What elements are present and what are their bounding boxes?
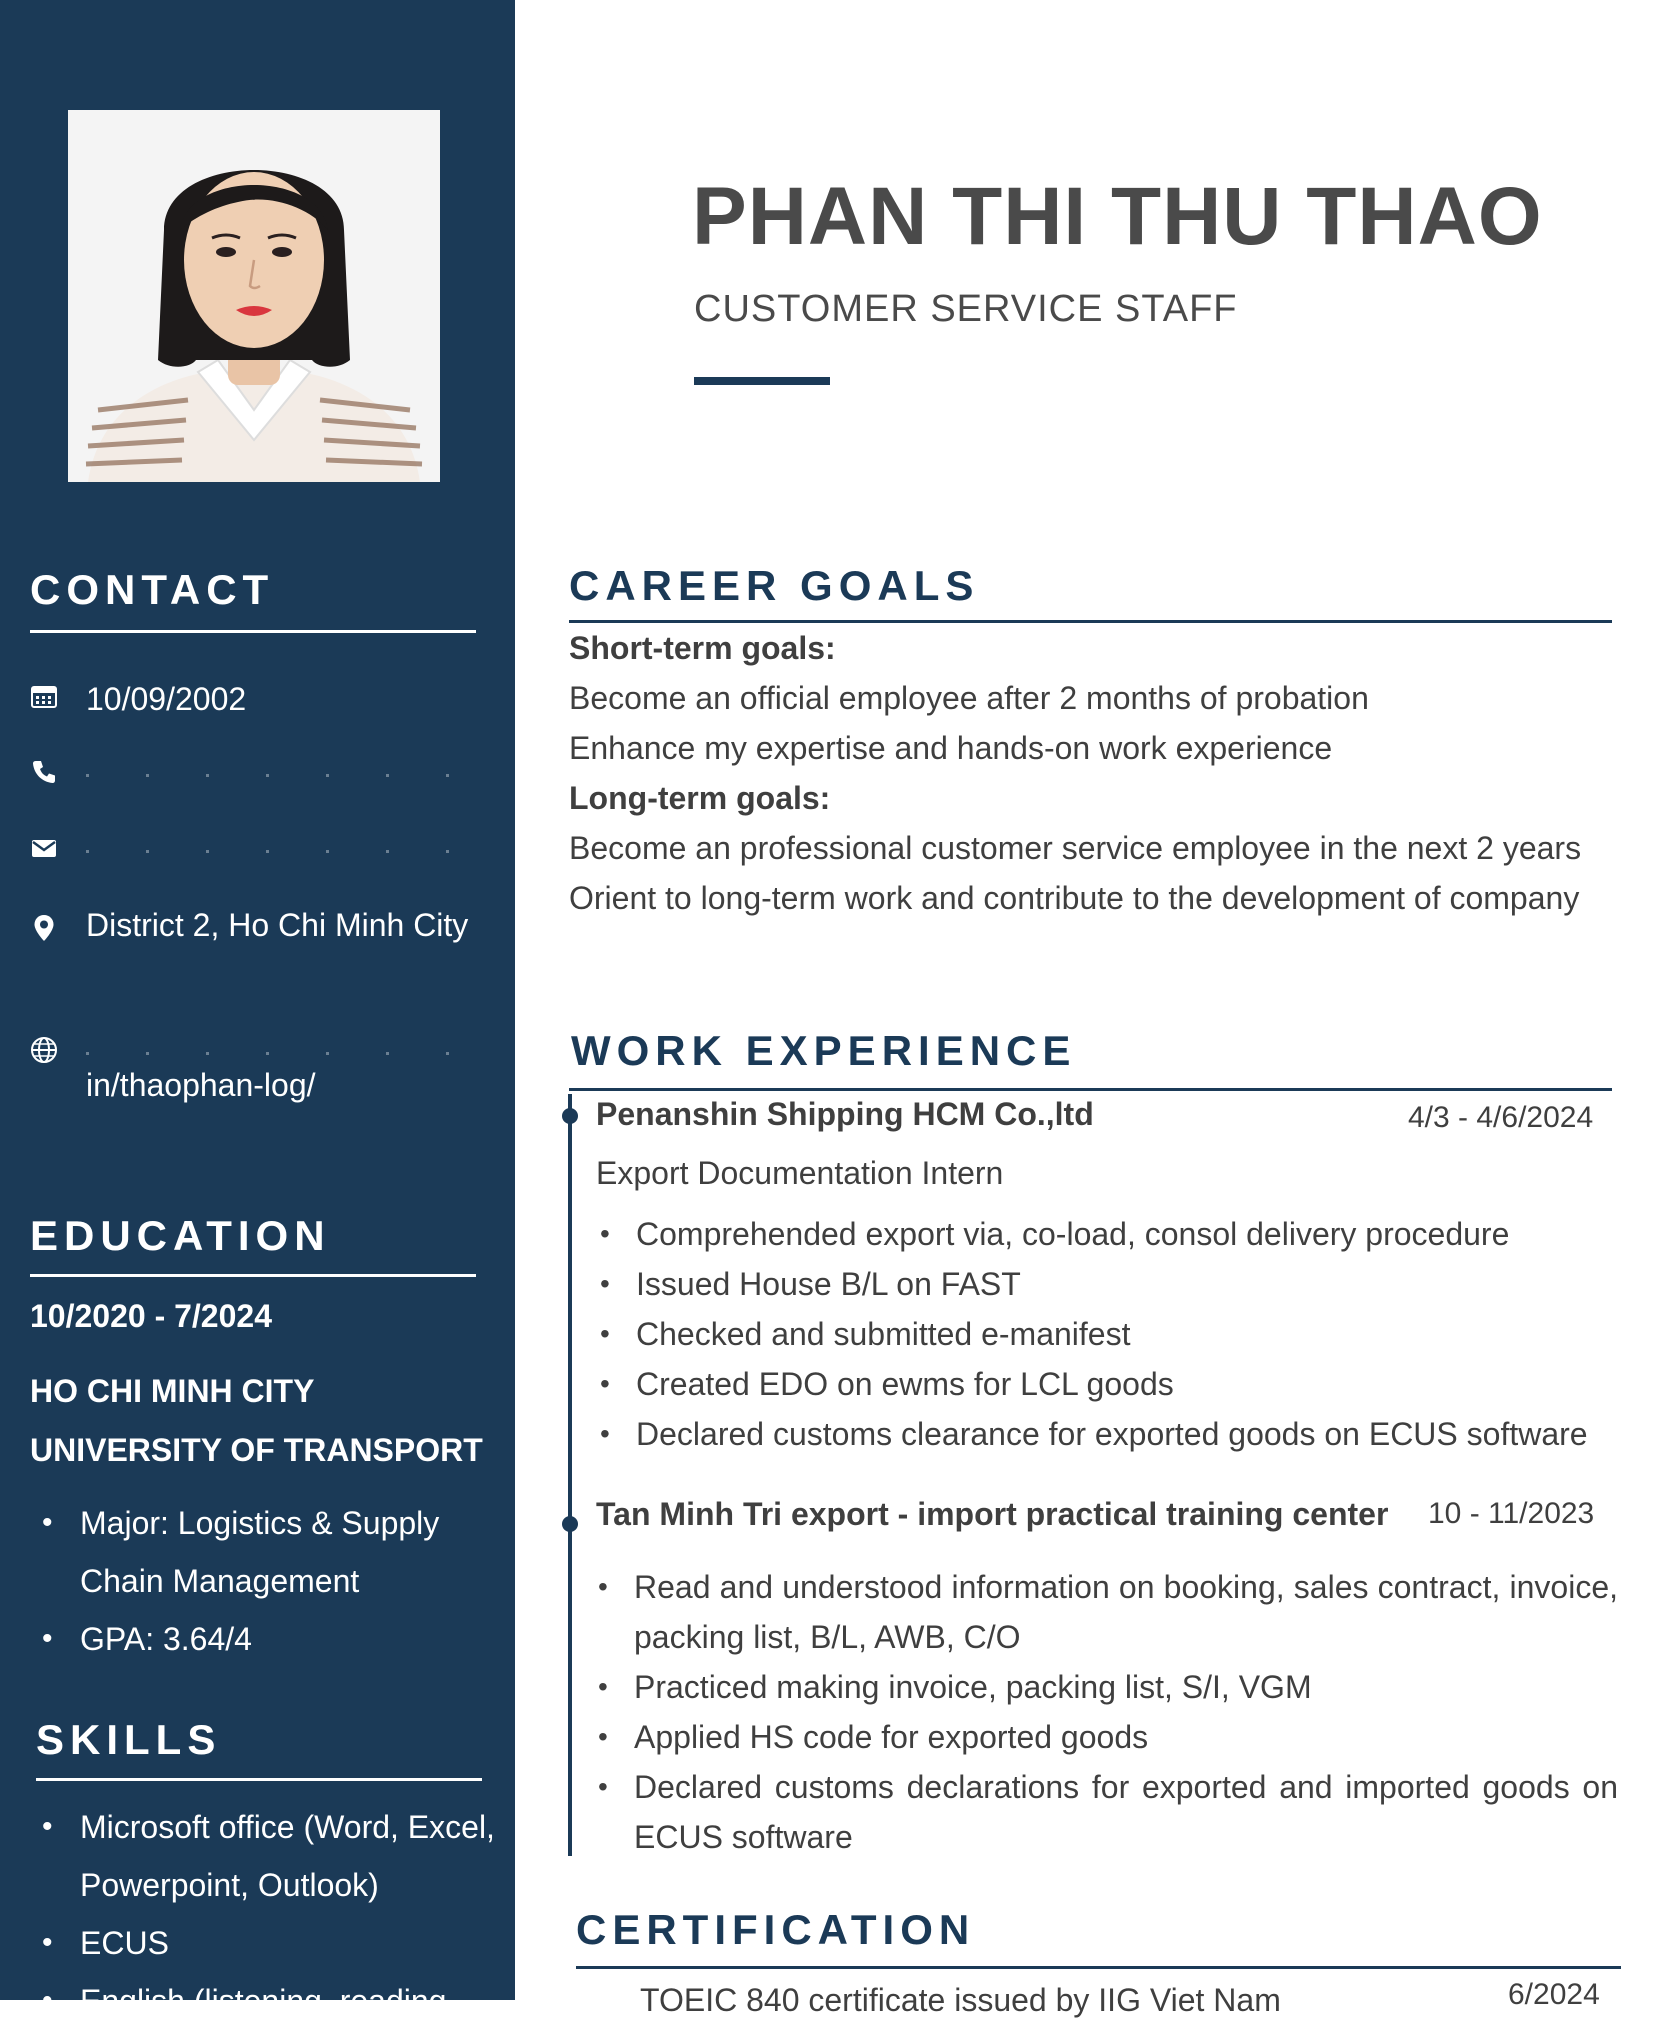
contact-heading: CONTACT [30,566,275,613]
contact-divider [30,630,476,633]
phone-icon [30,758,58,786]
job-duty: • Issued House B/L on FAST [594,1259,1616,1309]
timeline-dot [562,1516,578,1532]
contact-website-redacted [86,1052,476,1055]
location-pin-icon [30,914,58,942]
skills-heading: SKILLS [36,1716,222,1763]
globe-icon [30,1036,58,1064]
education-gpa: • GPA: 3.64/4 [30,1610,500,1668]
job-duty: • Created EDO on ewms for LCL goods [594,1359,1616,1409]
skills-divider [36,1778,482,1781]
job-duty: • Applied HS code for exported goods [592,1712,1618,1762]
job-duties-list [594,1209,1616,1459]
job-duty: • Practiced making invoice, packing list, S/I, VGM [592,1662,1618,1712]
sidebar [0,0,515,2019]
job-title: CUSTOMER SERVICE STAFF [694,288,1238,330]
education-school [30,1362,500,1480]
job-duty: • Declared customs declarations for exported and imported goods on ECUS software [592,1762,1618,1862]
education-divider [30,1274,476,1277]
profile-photo [68,110,440,482]
short-term-goal: Enhance my expertise and hands-on work experience [569,730,1333,766]
work-experience-divider [569,1088,1612,1091]
short-term-label: Short-term goals: [569,630,836,666]
mail-icon [30,834,58,862]
experience-timeline [568,1094,572,1856]
job-duties-list [592,1562,1618,1862]
contact-address-row [30,902,476,948]
career-goals-heading: CAREER GOALS [569,562,980,609]
contact-email-row [30,828,476,862]
certification-divider [576,1966,1621,1969]
skills-list [30,1798,500,2030]
job-company: Tan Minh Tri export - import practical training center [596,1496,1389,1532]
long-term-label: Long-term goals: [569,780,831,816]
skill-item: • English (listening, reading [30,1972,500,2030]
education-major: • Major: Logistics & Supply Chain Management [30,1494,500,1610]
long-term-goal: Orient to long-term work and contribute to the development of company [569,880,1580,916]
job-role: Export Documentation Intern [596,1155,1004,1191]
certification-date: 6/2024 [1508,1978,1600,2011]
skill-item: • Microsoft office (Word, Excel, Powerpoint, Outlook) [30,1798,500,1914]
title-accent-bar [694,377,830,385]
contact-phone-row [30,752,476,786]
job-date: 10 - 11/2023 [1428,1497,1595,1530]
long-term-goal: Become an professional customer service employee in the next 2 years [569,830,1582,866]
contact-linkedin[interactable]: in/thaophan-log/ [86,1067,316,1103]
timeline-dot [562,1108,578,1124]
school-name-line2: UNIVERSITY OF TRANSPORT [30,1432,483,1468]
contact-phone-redacted [86,774,476,777]
education-details-list [30,1494,500,1668]
contact-address: District 2, Ho Chi Minh City [86,907,469,943]
education-heading: EDUCATION [30,1212,331,1259]
certification-item: TOEIC 840 certificate issued by IIG Viet Nam [640,1982,1281,2018]
candidate-name: PHAN THI THU THAO [692,171,1543,262]
education-date: 10/2020 - 7/2024 [30,1298,272,1334]
calendar-icon [30,682,58,710]
portrait-illustration [68,110,440,482]
contact-birthday: 10/09/2002 [86,681,247,717]
career-goals-content [569,623,1611,923]
school-name-line1: HO CHI MINH CITY [30,1373,315,1409]
job-duty: • Checked and submitted e-manifest [594,1309,1616,1359]
contact-birthday-row [30,676,476,722]
job-date: 4/3 - 4/6/2024 [1408,1101,1594,1134]
job-duty: • Comprehended export via, co-load, consol delivery procedure [594,1209,1616,1259]
skill-item: • ECUS [30,1914,500,1972]
work-experience-heading: WORK EXPERIENCE [571,1027,1077,1074]
job-company: Penanshin Shipping HCM Co.,ltd [596,1096,1094,1132]
contact-website-row [30,1030,476,1064]
contact-email-redacted [86,850,476,853]
job-duty: • Read and understood information on booking, sales contract, invoice, packing list, B/L, AWB, C/O [592,1562,1618,1662]
certification-heading: CERTIFICATION [576,1906,976,1953]
job-duty: • Declared customs clearance for exported goods on ECUS software [594,1409,1616,1459]
short-term-goal: Become an official employee after 2 months of probation [569,680,1369,716]
